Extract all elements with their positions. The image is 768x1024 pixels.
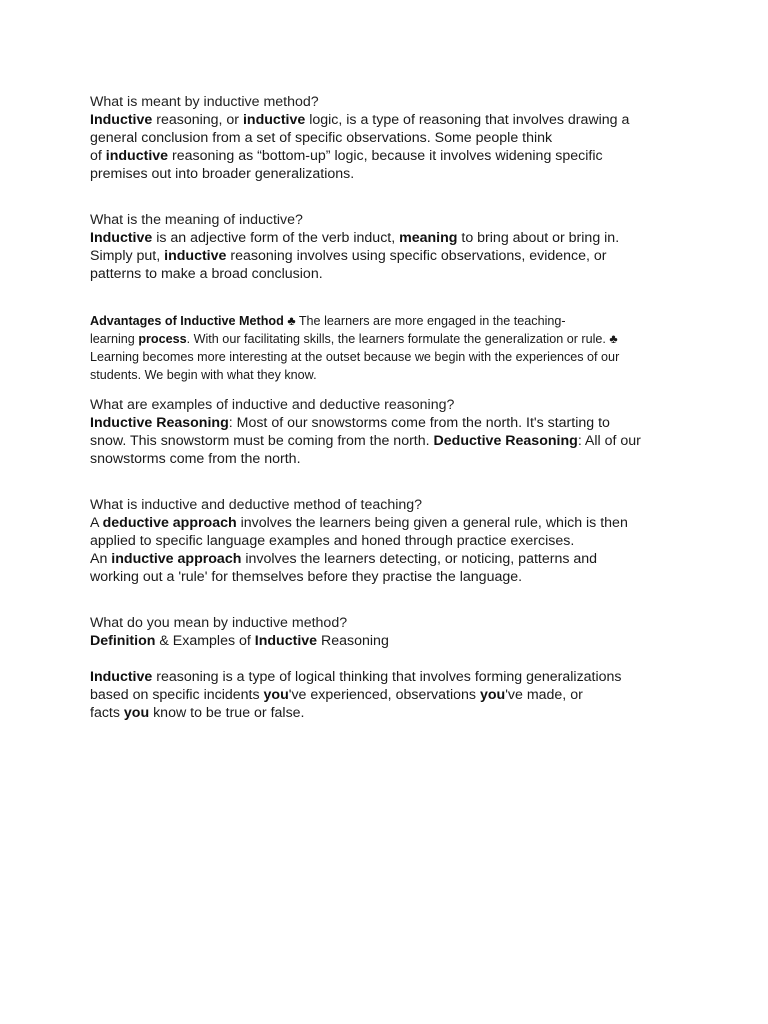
bold-keyword: you	[263, 687, 289, 703]
bold-keyword: Deductive Reasoning	[433, 433, 578, 449]
text-run: involves the learners being given a general rule, which is then	[236, 515, 628, 531]
paragraph-line	[90, 532, 690, 550]
paragraph-line	[90, 312, 690, 330]
bold-keyword: deductive approach	[102, 515, 237, 531]
bold-keyword: inductive	[242, 112, 306, 128]
section-6	[90, 614, 690, 650]
text-run: of	[90, 148, 106, 164]
text-run: reasoning as “bottom-up” logic, because it involves widening specific	[168, 148, 603, 164]
paragraph-line	[90, 366, 690, 384]
bold-keyword: Advantages of Inductive Method ♣	[90, 314, 296, 328]
paragraph-line	[90, 704, 690, 722]
text-run: reasoning is a type of logical thinking that involves forming generalizations	[152, 669, 622, 685]
bold-keyword: inductive	[164, 248, 227, 264]
text-run: to bring about or bring in.	[457, 230, 620, 246]
text-run: 've experienced, observations	[288, 687, 480, 703]
text-run: : All of our	[577, 433, 641, 449]
section-1	[90, 93, 690, 183]
text-run: applied to specific language examples and honed through practice exercises.	[90, 533, 575, 549]
bold-keyword: process	[138, 332, 187, 346]
text-run: : Most of our snowstorms come from the north. It's starting to	[228, 415, 610, 431]
paragraph-line	[90, 165, 690, 183]
text-run: know to be true or false.	[149, 705, 305, 721]
bold-keyword: inductive approach	[111, 551, 242, 567]
text-run: The learners are more engaged in the teaching-	[295, 314, 566, 328]
paragraph-line	[90, 330, 690, 348]
text-run: reasoning, or	[152, 112, 243, 128]
section-question: What is meant by inductive method?	[90, 94, 319, 110]
paragraph-line	[90, 265, 690, 283]
text-run: students. We begin with what they know.	[90, 368, 317, 382]
text-run: snowstorms come from the north.	[90, 451, 301, 467]
paragraph-line	[90, 568, 690, 586]
text-run: snow. This snowstorm must be coming from the north.	[90, 433, 434, 449]
text-run: reasoning involves using specific observations, evidence, or	[226, 248, 607, 264]
text-run: patterns to make a broad conclusion.	[90, 266, 323, 282]
text-run: 've made, or	[505, 687, 583, 703]
section-question: What are examples of inductive and deductive reasoning?	[90, 397, 455, 413]
bold-keyword: Inductive	[254, 633, 318, 649]
paragraph-line	[90, 432, 690, 450]
text-run: An	[90, 551, 112, 567]
paragraph-line	[90, 450, 690, 468]
bold-keyword: Inductive Reasoning	[90, 415, 229, 431]
paragraph-line	[90, 686, 690, 704]
text-run: Simply put,	[90, 248, 165, 264]
text-run: premises out into broader generalizations.	[90, 166, 355, 182]
paragraph-line	[90, 129, 690, 147]
paragraph-line	[90, 514, 690, 532]
text-run: Learning becomes more interesting at the outset because we begin with the experiences of our	[90, 350, 620, 364]
section-2	[90, 211, 690, 283]
bold-keyword: Definition	[90, 633, 156, 649]
text-run: A	[90, 515, 103, 531]
bold-keyword: Inductive	[90, 112, 153, 128]
section-question: What is inductive and deductive method of teaching?	[90, 497, 423, 513]
bold-keyword: inductive	[105, 148, 169, 164]
bold-keyword: you	[123, 705, 150, 721]
paragraph-line	[90, 632, 690, 650]
text-run: general conclusion from a set of specific observations. Some people think	[90, 130, 553, 146]
text-run: . With our facilitating skills, the learners formulate the generalization or rule. ♣	[186, 332, 618, 346]
bold-keyword: you	[479, 687, 506, 703]
bold-keyword: Inductive	[90, 230, 153, 246]
text-run: logic, is a type of reasoning that involves drawing a	[305, 112, 630, 128]
paragraph-line	[90, 147, 690, 165]
section-question: What do you mean by inductive method?	[90, 615, 348, 631]
section-advantages	[90, 312, 690, 384]
text-run: involves the learners detecting, or noticing, patterns and	[241, 551, 598, 567]
text-run: Reasoning	[317, 633, 389, 649]
bold-keyword: meaning	[399, 230, 458, 246]
section-5	[90, 496, 690, 586]
text-run: is an adjective form of the verb induct,	[152, 230, 400, 246]
text-run: learning	[90, 332, 139, 346]
section-7	[90, 668, 690, 722]
paragraph-line	[90, 111, 690, 129]
section-4	[90, 396, 690, 468]
paragraph-line	[90, 247, 690, 265]
section-question: What is the meaning of inductive?	[90, 212, 303, 228]
text-run: based on specific incidents	[90, 687, 264, 703]
paragraph-line	[90, 668, 690, 686]
text-run: facts	[90, 705, 124, 721]
bold-keyword: Inductive	[90, 669, 153, 685]
paragraph-line	[90, 550, 690, 568]
paragraph-line	[90, 414, 690, 432]
paragraph-line	[90, 348, 690, 366]
text-run: working out a 'rule' for themselves before they practise the language.	[90, 569, 523, 585]
text-run: & Examples of	[155, 633, 255, 649]
paragraph-line	[90, 229, 690, 247]
